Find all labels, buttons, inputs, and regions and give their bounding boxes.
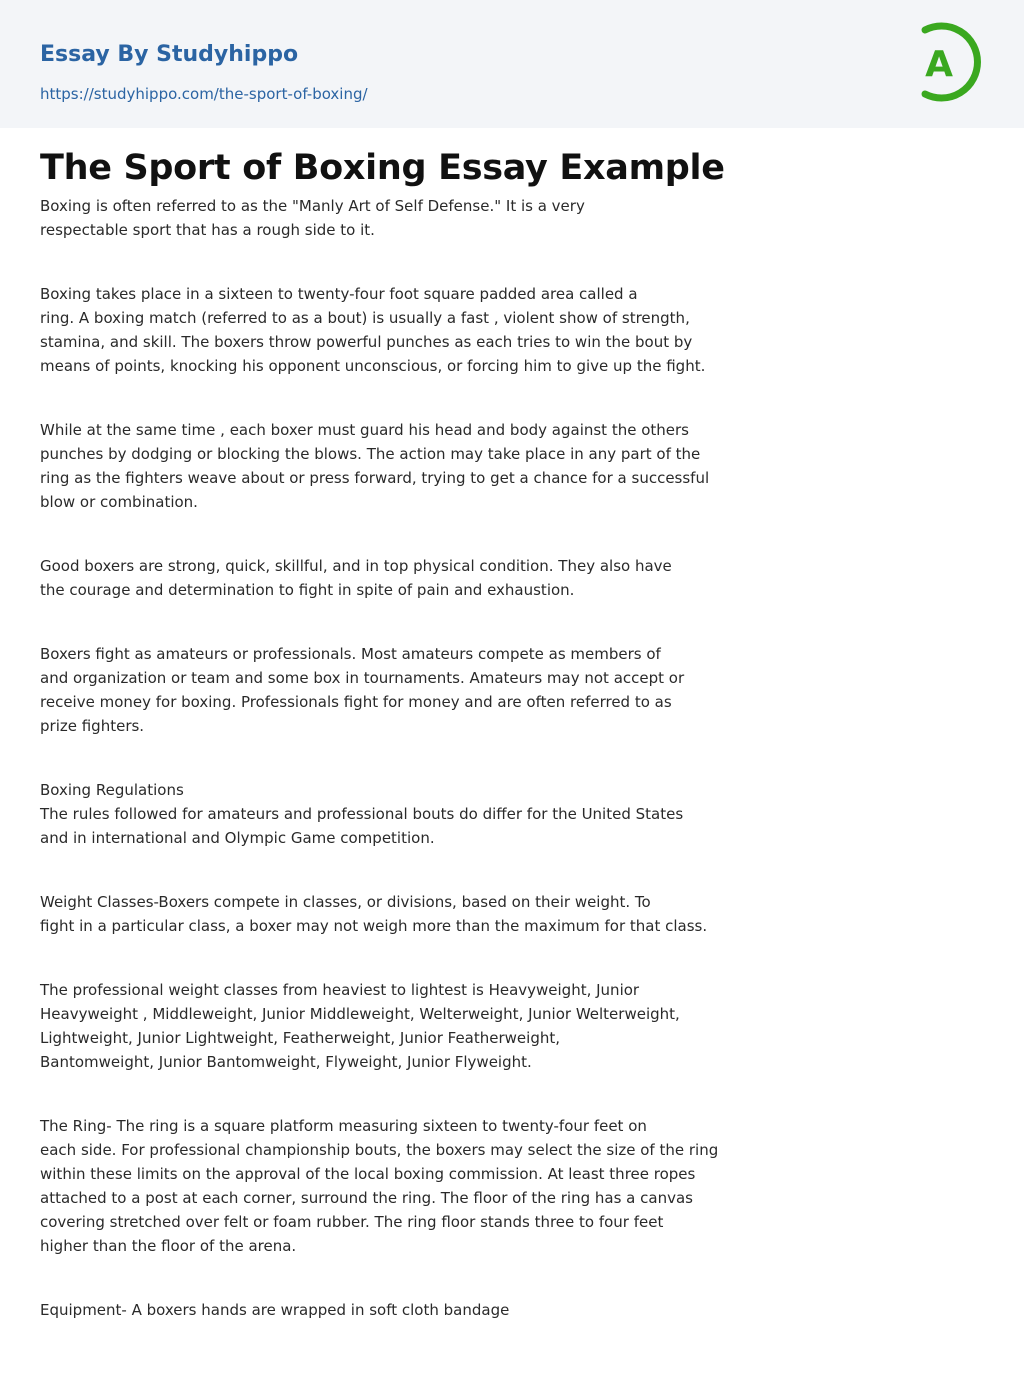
paragraph-line: means of points, knocking his opponent unconscious, or forcing him to give up the fight. bbox=[40, 357, 706, 375]
paragraph-line: Boxing takes place in a sixteen to twenty-four foot square padded area called a bbox=[40, 285, 638, 303]
paragraph-line: the courage and determination to fight in spite of pain and exhaustion. bbox=[40, 581, 575, 599]
essay-paragraph bbox=[40, 890, 780, 938]
logo-letter: A bbox=[925, 44, 953, 85]
essay-paragraph bbox=[40, 1114, 780, 1258]
essay-body bbox=[40, 194, 780, 1362]
paragraph-line: The rules followed for amateurs and professional bouts do differ for the United States bbox=[40, 805, 684, 823]
essay-paragraph bbox=[40, 642, 780, 738]
paragraph-line: respectable sport that has a rough side to it. bbox=[40, 221, 375, 239]
paragraph-line: The professional weight classes from heaviest to lightest is Heavyweight, Junior bbox=[40, 981, 640, 999]
paragraph-line: Boxers fight as amateurs or professionals. Most amateurs compete as members of bbox=[40, 645, 661, 663]
paragraph-line: covering stretched over felt or foam rubber. The ring floor stands three to four feet bbox=[40, 1213, 664, 1231]
paragraph-line: and in international and Olympic Game competition. bbox=[40, 829, 435, 847]
paragraph-line: The Ring- The ring is a square platform measuring sixteen to twenty-four feet on bbox=[40, 1117, 647, 1135]
paragraph-line: Boxing Regulations bbox=[40, 781, 184, 799]
essay-paragraph bbox=[40, 282, 780, 378]
paragraph-line: punches by dodging or blocking the blows. The action may take place in any part of the bbox=[40, 445, 701, 463]
paragraph-line: fight in a particular class, a boxer may not weigh more than the maximum for that class. bbox=[40, 917, 708, 935]
paragraph-line: attached to a post at each corner, surround the ring. The floor of the ring has a canvas bbox=[40, 1189, 693, 1207]
essay-paragraph bbox=[40, 778, 780, 850]
paragraph-line: blow or combination. bbox=[40, 493, 198, 511]
paragraph-line: within these limits on the approval of the local boxing commission. At least three ropes bbox=[40, 1165, 696, 1183]
site-header bbox=[0, 0, 1024, 128]
paragraph-line: receive money for boxing. Professionals fight for money and are often referred to as bbox=[40, 693, 672, 711]
essay-url-link[interactable]: https://studyhippo.com/the-sport-of-boxing/ bbox=[40, 85, 368, 103]
essay-paragraph bbox=[40, 1298, 780, 1322]
paragraph-line: Boxing is often referred to as the "Manly Art of Self Defense." It is a very bbox=[40, 197, 585, 215]
paragraph-line: prize fighters. bbox=[40, 717, 145, 735]
essay-paragraph bbox=[40, 194, 780, 242]
paragraph-line: and organization or team and some box in tournaments. Amateurs may not accept or bbox=[40, 669, 685, 687]
paragraph-line: ring as the fighters weave about or press forward, trying to get a chance for a successful bbox=[40, 469, 710, 487]
paragraph-line: Weight Classes-Boxers compete in classes, or divisions, based on their weight. To bbox=[40, 893, 651, 911]
paragraph-line: Bantomweight, Junior Bantomweight, Flyweight, Junior Flyweight. bbox=[40, 1053, 532, 1071]
paragraph-line: higher than the floor of the arena. bbox=[40, 1237, 297, 1255]
studyhippo-logo-icon[interactable] bbox=[908, 16, 992, 108]
paragraph-line: While at the same time , each boxer must guard his head and body against the others bbox=[40, 421, 689, 439]
paragraph-line: Lightweight, Junior Lightweight, Featherweight, Junior Featherweight, bbox=[40, 1029, 560, 1047]
paragraph-line: ring. A boxing match (referred to as a bout) is usually a fast , violent show of strength, bbox=[40, 309, 690, 327]
paragraph-line: stamina, and skill. The boxers throw powerful punches as each tries to win the bout by bbox=[40, 333, 693, 351]
paragraph-line: each side. For professional championship bouts, the boxers may select the size of the ring bbox=[40, 1141, 719, 1159]
essay-paragraph bbox=[40, 418, 780, 514]
essay-paragraph bbox=[40, 978, 780, 1074]
paragraph-line: Good boxers are strong, quick, skillful, and in top physical condition. They also have bbox=[40, 557, 672, 575]
paragraph-line: Heavyweight , Middleweight, Junior Middleweight, Welterweight, Junior Welterweight, bbox=[40, 1005, 680, 1023]
essay-paragraph bbox=[40, 554, 780, 602]
essay-title: The Sport of Boxing Essay Example bbox=[40, 148, 725, 188]
paragraph-line: Equipment- A boxers hands are wrapped in soft cloth bandage bbox=[40, 1301, 510, 1319]
brand-name[interactable]: Essay By Studyhippo bbox=[40, 42, 299, 67]
